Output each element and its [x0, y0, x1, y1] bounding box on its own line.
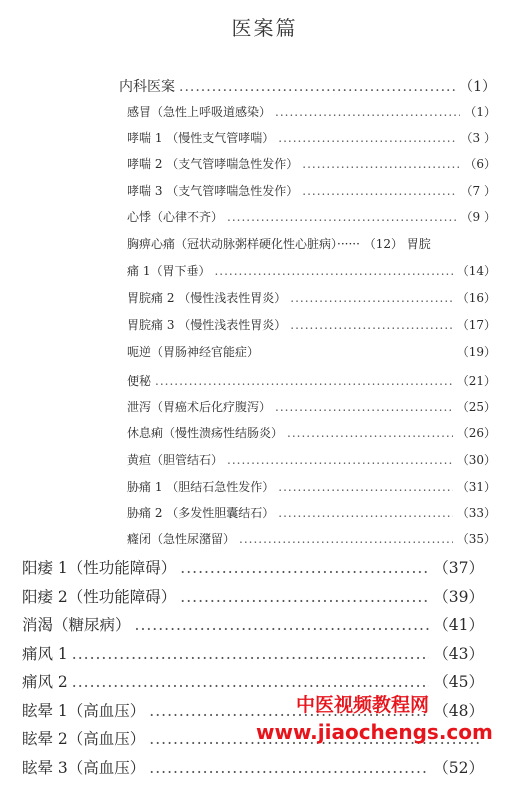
toc-label: 心悸（心律不齐） — [127, 210, 224, 224]
toc-label: 阳痿 1（性功能障碍） — [22, 559, 177, 577]
toc-label: 哮喘 2 （支气管哮喘急性发作） — [127, 157, 299, 171]
toc-label: 眩晕 2（高血压） — [22, 730, 146, 748]
toc-label: 便秘 — [127, 374, 152, 388]
toc-entry[interactable] — [22, 585, 484, 607]
toc-entry[interactable] — [22, 556, 484, 578]
toc-label: 痛风 1 — [22, 645, 68, 663]
toc-page: （3 ） — [460, 131, 496, 145]
dot-leader — [287, 426, 453, 440]
toc-page: （1） — [459, 79, 496, 95]
toc-entry[interactable] — [127, 424, 496, 441]
toc-label: 内科医案 — [119, 79, 175, 95]
toc-page: （25） — [456, 400, 496, 414]
toc-page: （17） — [456, 318, 496, 332]
toc-label: 哮喘 3 （支气管哮喘急性发作） — [127, 184, 299, 198]
dot-leader — [278, 131, 456, 145]
dot-leader — [149, 759, 429, 777]
toc-label: 痛风 2 — [22, 673, 68, 691]
dot-leader — [179, 79, 455, 95]
dot-leader — [227, 210, 457, 224]
toc-entry[interactable] — [127, 451, 496, 468]
toc-label: 胁痛 2 （多发性胆囊结石） — [127, 506, 275, 520]
toc-page: （45） — [433, 673, 484, 691]
toc-entry[interactable] — [127, 182, 496, 199]
toc-entry-wrapped[interactable]: 胸痹心痛（冠状动脉粥样硬化性心脏病）······ （12） 胃脘 — [127, 237, 431, 251]
toc-entry[interactable] — [127, 478, 496, 495]
toc-label: 痛 1（胃下垂） — [127, 264, 211, 278]
toc-entry[interactable] — [22, 670, 484, 692]
toc-label: 泄泻（胃癌术后化疗腹泻） — [127, 400, 272, 414]
dot-leader — [135, 616, 430, 634]
toc-page: （16） — [456, 291, 496, 305]
toc-label: 阳痿 2（性功能障碍） — [22, 588, 177, 606]
dot-leader — [290, 291, 452, 305]
toc-entry[interactable] — [127, 155, 496, 172]
toc-entry[interactable] — [22, 613, 484, 635]
toc-page: （9 ） — [460, 210, 496, 224]
toc-heading[interactable] — [119, 76, 496, 96]
toc-entry[interactable] — [127, 208, 496, 225]
watermark-url: www.jiaochengs.com — [256, 720, 493, 744]
dot-leader — [72, 673, 429, 691]
toc-page: （30） — [456, 453, 496, 467]
toc-label: 眩晕 1（高血压） — [22, 702, 146, 720]
toc-page: （33） — [456, 506, 496, 520]
toc-page: （52） — [433, 759, 484, 777]
toc-page: （41） — [433, 616, 484, 634]
toc-page: （21） — [456, 374, 496, 388]
dot-leader — [155, 374, 453, 388]
toc-page: （43） — [433, 645, 484, 663]
toc-label: 胃脘痛 2 （慢性浅表性胃炎） — [127, 291, 287, 305]
toc-entry[interactable] — [127, 316, 496, 333]
toc-page: （48） — [433, 702, 484, 720]
dot-leader — [278, 506, 452, 520]
toc-label: 哮喘 1 （慢性支气管哮喘） — [127, 131, 275, 145]
dot-leader — [72, 645, 429, 663]
toc-entry[interactable] — [127, 343, 496, 360]
toc-entry[interactable] — [127, 504, 496, 521]
toc-label: 感冒（急性上呼吸道感染） — [127, 105, 272, 119]
toc-page: （35） — [456, 532, 496, 546]
toc-page: （26） — [456, 426, 496, 440]
toc-label: 休息痢（慢性溃疡性结肠炎） — [127, 426, 284, 440]
dot-leader — [275, 400, 453, 414]
toc-label: 呃逆（胃肠神经官能症） — [127, 345, 260, 359]
toc-entry[interactable] — [127, 398, 496, 415]
toc-entry[interactable] — [22, 642, 484, 664]
toc-entry[interactable] — [127, 289, 496, 306]
dot-leader — [214, 264, 452, 278]
toc-entry[interactable] — [127, 262, 496, 279]
dot-leader — [275, 105, 460, 119]
toc-page: （6） — [464, 157, 496, 171]
toc-entry[interactable] — [127, 129, 496, 146]
toc-entry[interactable] — [127, 372, 496, 389]
dot-leader — [239, 532, 453, 546]
toc-page: （7 ） — [460, 184, 496, 198]
dot-leader — [290, 318, 452, 332]
toc-label: 癃闭（急性尿潴留） — [127, 532, 236, 546]
toc-entry[interactable] — [127, 103, 496, 120]
dot-leader — [278, 480, 452, 494]
toc-page: （31） — [456, 480, 496, 494]
toc-label: 黄疸（胆管结石） — [127, 453, 224, 467]
toc-label: 胁痛 1 （胆结石急性发作） — [127, 480, 275, 494]
dot-leader — [180, 588, 429, 606]
dot-leader — [180, 559, 429, 577]
toc-label: 眩晕 3（高血压） — [22, 759, 146, 777]
toc-page: （14） — [456, 264, 496, 278]
toc-label: 消渴（糖尿病） — [22, 616, 131, 634]
dot-leader — [302, 184, 456, 198]
page-title: 医案篇 — [231, 16, 298, 40]
dot-leader — [302, 157, 460, 171]
dot-leader — [227, 453, 453, 467]
watermark-title: 中医视频教程网 — [296, 694, 430, 716]
toc-page: （39） — [433, 588, 484, 606]
toc-entry[interactable] — [127, 530, 496, 547]
toc-entry[interactable] — [22, 756, 484, 778]
toc-page: （37） — [433, 559, 484, 577]
toc-label: 胃脘痛 3 （慢性浅表性胃炎） — [127, 318, 287, 332]
toc-page: （1） — [464, 105, 496, 119]
toc-page: （19） — [456, 345, 496, 359]
